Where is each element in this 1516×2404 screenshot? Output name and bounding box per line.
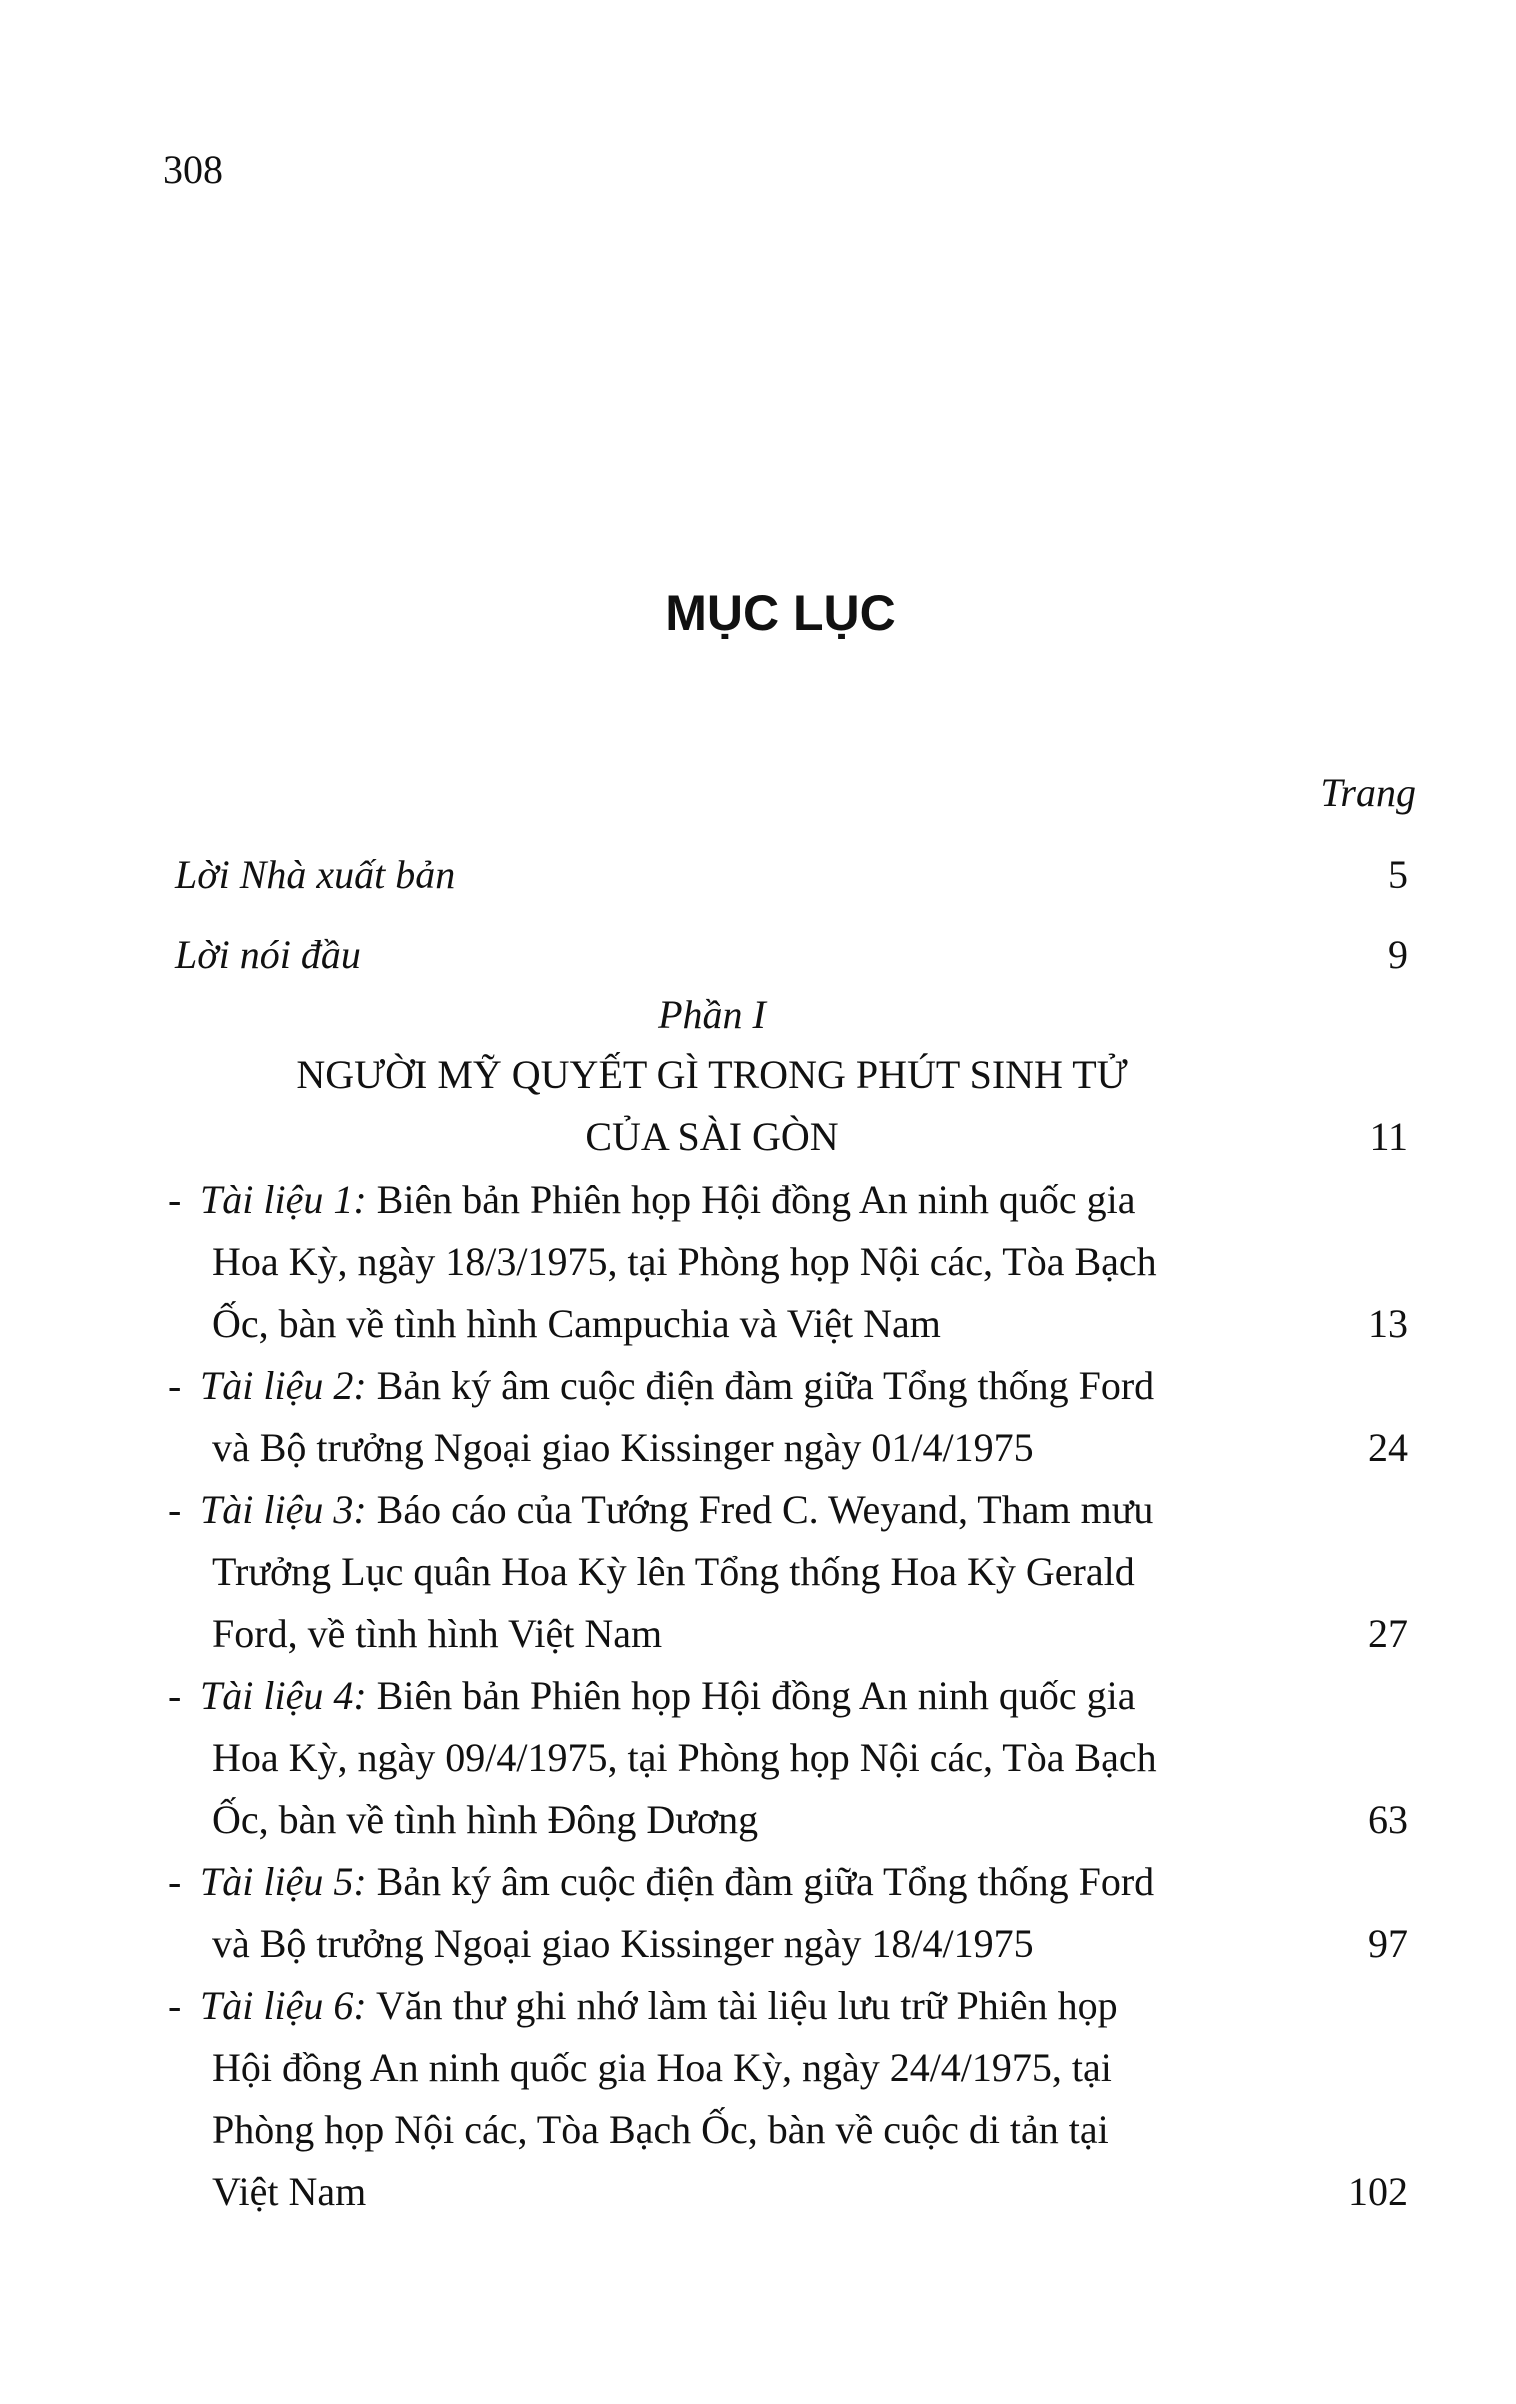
part-page: 11 (1369, 1114, 1408, 1159)
toc-entry-doc-4 (200, 1673, 1136, 1718)
page-number: 308 (163, 147, 223, 192)
toc-page-doc-1: 13 (1368, 1301, 1408, 1346)
part-title-line-2: CỦA SÀI GÒN (585, 1114, 839, 1159)
part-label: Phần I (658, 992, 766, 1037)
doc-line: Ford, về tình hình Việt Nam (212, 1611, 663, 1656)
list-bullet: - (168, 1983, 182, 2028)
list-bullet: - (168, 1487, 182, 1532)
doc-line: Văn thư ghi nhớ làm tài liệu lưu trữ Phiên họp (375, 1983, 1118, 2028)
part-title-line-1: NGƯỜI MỸ QUYẾT GÌ TRONG PHÚT SINH TỬ (296, 1052, 1128, 1097)
toc-entry-doc-5 (200, 1859, 1155, 1904)
doc-prefix: Tài liệu 5: (200, 1859, 367, 1904)
toc-page-doc-6: 102 (1348, 2169, 1408, 2214)
doc-line: Biên bản Phiên họp Hội đồng An ninh quốc gia (376, 1673, 1136, 1718)
doc-line: Báo cáo của Tướng Fred C. Weyand, Tham mưu (376, 1487, 1154, 1532)
doc-prefix: Tài liệu 2: (200, 1363, 367, 1408)
doc-line: Việt Nam (212, 2169, 367, 2214)
toc-page-publisher-note: 5 (1388, 852, 1408, 897)
toc-page-doc-5: 97 (1368, 1921, 1408, 1966)
doc-line: Ốc, bàn về tình hình Campuchia và Việt Nam (212, 1301, 941, 1346)
toc-entry-publisher-note: Lời Nhà xuất bản (175, 852, 456, 897)
list-bullet: - (168, 1363, 182, 1408)
doc-prefix: Tài liệu 3: (200, 1487, 367, 1532)
doc-line: Bản ký âm cuộc điện đàm giữa Tổng thống Ford (376, 1363, 1155, 1408)
list-bullet: - (168, 1859, 182, 1904)
toc-entry-doc-3 (200, 1487, 1154, 1532)
list-bullet: - (168, 1673, 182, 1718)
doc-line: Hoa Kỳ, ngày 09/4/1975, tại Phòng họp Nội các, Tòa Bạch (212, 1735, 1157, 1780)
toc-entry-doc-1 (200, 1177, 1136, 1222)
doc-line: và Bộ trưởng Ngoại giao Kissinger ngày 18/4/1975 (212, 1921, 1034, 1966)
doc-line: Trưởng Lục quân Hoa Kỳ lên Tổng thống Hoa Kỳ Gerald (212, 1549, 1135, 1594)
doc-prefix: Tài liệu 4: (200, 1673, 367, 1718)
page-column-header: Trang (1320, 770, 1416, 815)
toc-page-doc-4: 63 (1368, 1797, 1408, 1842)
doc-line: Biên bản Phiên họp Hội đồng An ninh quốc gia (376, 1177, 1136, 1222)
toc-entry-foreword: Lời nói đầu (175, 932, 361, 977)
doc-prefix: Tài liệu 1: (200, 1177, 367, 1222)
toc-page-foreword: 9 (1388, 932, 1408, 977)
doc-line: và Bộ trưởng Ngoại giao Kissinger ngày 01/4/1975 (212, 1425, 1034, 1470)
toc-page-doc-3: 27 (1368, 1611, 1408, 1656)
page-title: MỤC LỤC (665, 585, 896, 641)
doc-line: Phòng họp Nội các, Tòa Bạch Ốc, bàn về cuộc di tản tại (212, 2107, 1109, 2152)
toc-entry-doc-2 (200, 1363, 1155, 1408)
doc-line: Ốc, bàn về tình hình Đông Dương (212, 1797, 759, 1842)
toc-entry-doc-6 (200, 1983, 1118, 2028)
list-bullet: - (168, 1177, 182, 1222)
doc-prefix: Tài liệu 6: (200, 1983, 367, 2028)
doc-line: Hoa Kỳ, ngày 18/3/1975, tại Phòng họp Nội các, Tòa Bạch (212, 1239, 1157, 1284)
toc-page-doc-2: 24 (1368, 1425, 1408, 1470)
doc-line: Bản ký âm cuộc điện đàm giữa Tổng thống Ford (376, 1859, 1155, 1904)
doc-line: Hội đồng An ninh quốc gia Hoa Kỳ, ngày 24/4/1975, tại (212, 2045, 1112, 2090)
